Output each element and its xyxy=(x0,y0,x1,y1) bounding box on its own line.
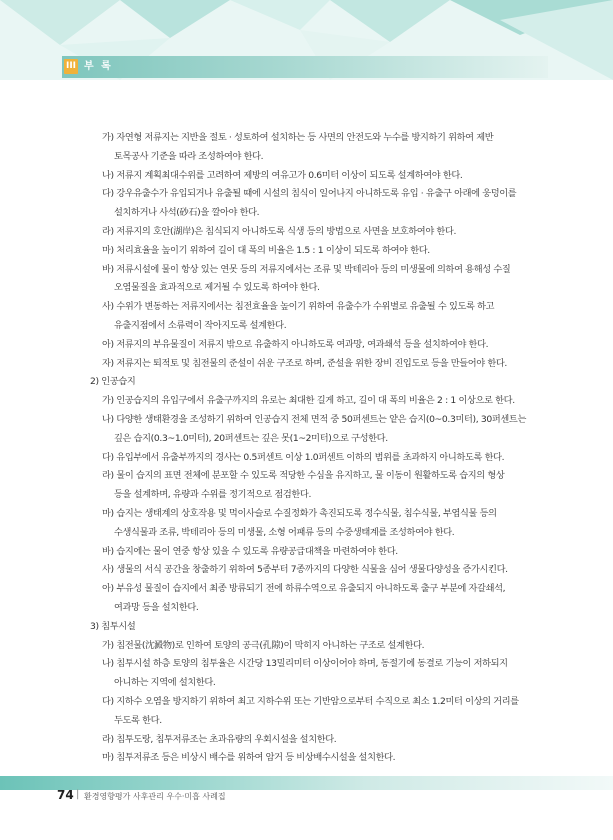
text-line: 아) 저류지의 부유물질이 저류지 밖으로 유출하지 아니하도록 여과망, 여과쇄석 등을 설치하여야 한다. xyxy=(102,338,489,350)
text-line: 라) 물이 습지의 표면 전체에 분포할 수 있도록 적당한 수심을 유지하고, 물 이동이 원활하도록 습지의 형상 xyxy=(102,470,505,482)
text-line: 가) 침전물(沈澱物)로 인하여 토양의 공극(孔隙)이 막히지 아니하는 구조로 설계한다. xyxy=(102,639,425,651)
text-line: 설치하거나 사석(砂石)을 깔아야 한다. xyxy=(114,207,260,219)
header-title: 부 록 xyxy=(84,61,113,72)
text-line: 오염물질을 효과적으로 제거될 수 있도록 하여야 한다. xyxy=(114,282,320,294)
text-line: 마) 습지는 생태계의 상호작용 및 먹이사슬로 수질정화가 촉진되도록 정수식물, 침수식물, 부엽식물 등의 xyxy=(102,507,497,519)
section-heading: 2) 인공습지 xyxy=(90,376,136,388)
text-line: 유출지점에서 소류력이 작아지도록 설계한다. xyxy=(114,319,287,331)
text-line: 아니하는 지역에 설치한다. xyxy=(114,677,216,689)
body-text xyxy=(90,129,552,768)
text-line: 가) 인공습지의 유입구에서 유출구까지의 유로는 최대한 길게 하고, 길이 대 폭의 비율은 2 : 1 이상으로 한다. xyxy=(102,395,515,407)
text-line: 토목공사 기준을 따라 조성하여야 한다. xyxy=(114,150,264,162)
text-line: 마) 침투저류조 등은 비상시 배수를 위하여 암거 등 비상배수시설을 설치한다. xyxy=(102,752,396,764)
text-line: 바) 습지에는 물이 연중 항상 있을 수 있도록 유량공급대책을 마련하여야 한다. xyxy=(102,545,398,557)
text-line: 나) 침투시설 하층 토양의 침투율은 시간당 13밀리미터 이상이어야 하며, 동절기에 동결로 기능이 저하되지 xyxy=(102,658,508,670)
text-line: 바) 저류시설에 물이 항상 있는 연못 등의 저류지에서는 조류 및 박테리아 등의 미생물에 의하여 용해성 수질 xyxy=(102,263,511,275)
text-line: 수생식물과 조류, 박테리아 등의 미생물, 소형 어패류 등의 수중생태계를 조성하여야 한다. xyxy=(114,526,455,538)
text-line: 아) 부유성 물질이 습지에서 최종 방류되기 전에 하류수역으로 유출되지 아니하도록 출구 부분에 자갈쇄석, xyxy=(102,583,506,595)
text-line: 라) 저류지의 호안(湖岸)은 침식되지 아니하도록 식생 등의 방법으로 사면을 보호하여야 한다. xyxy=(102,225,457,237)
section-badge: III xyxy=(64,59,78,74)
text-line: 마) 처리효율을 높이기 위하여 길이 대 폭의 비율은 1.5 : 1 이상이 되도록 하여야 한다. xyxy=(102,244,430,256)
text-line: 깊은 습지(0.3~1.0미터), 20퍼센트는 깊은 못(1~2미터)으로 구성한다. xyxy=(114,432,388,444)
text-line: 자) 저류지는 퇴적토 및 침전물의 준설이 쉬운 구조로 하며, 준설을 위한 장비 진입도로 등을 만들어야 한다. xyxy=(102,357,507,369)
text-line: 등을 설계하며, 유량과 수위를 정기적으로 점검한다. xyxy=(114,489,312,501)
section-heading: 3) 침투시설 xyxy=(90,620,136,632)
text-line: 다) 유입부에서 유출부까지의 경사는 0.5퍼센트 이상 1.0퍼센트 이하의 범위를 초과하지 아니하도록 한다. xyxy=(102,451,505,463)
text-line: 사) 수위가 변동하는 저류지에서는 침전효율을 높이기 위하여 유출수가 수위별로 유출될 수 있도록 하고 xyxy=(102,301,495,313)
text-line: 가) 자연형 저류지는 지반을 절토 · 성토하여 설치하는 등 사면의 안전도와 누수를 방지하기 위하여 제반 xyxy=(102,132,494,143)
text-line: 사) 생물의 서식 공간을 창출하기 위하여 5종부터 7종까지의 다양한 식물을 심어 생물다양성을 증가시킨다. xyxy=(102,564,508,576)
text-line: 나) 저류지 계획최대수위를 고려하여 제방의 여유고가 0.6미터 이상이 되도록 설계하여야 한다. xyxy=(102,169,463,181)
footer-title: 환경영향평가 사후관리 우수·미흡 사례집 xyxy=(84,792,226,801)
header-band xyxy=(62,56,548,78)
text-line: 여과망 등을 설치한다. xyxy=(114,601,199,613)
text-line: 다) 강우유출수가 유입되거나 유출될 때에 시설의 침식이 일어나지 아니하도록 유입 · 유출구 아래에 웅덩이를 xyxy=(102,188,517,200)
text-line: 라) 침투도랑, 침투저류조는 초과유량의 우회시설을 설치한다. xyxy=(102,733,337,745)
page-number: 74 xyxy=(57,788,74,802)
footer-decoration xyxy=(0,776,613,790)
text-line: 다) 지하수 오염을 방지하기 위하여 최고 지하수위 또는 기반암으로부터 수직으로 최소 1.2미터 이상의 거리를 xyxy=(102,695,519,707)
footer-separator: | xyxy=(76,789,80,800)
text-line: 나) 다양한 생태환경을 조성하기 위하여 인공습지 전체 면적 중 50퍼센트는 얕은 습지(0~0.3미터), 30퍼센트는 xyxy=(102,413,526,425)
text-line: 두도록 한다. xyxy=(114,714,162,726)
